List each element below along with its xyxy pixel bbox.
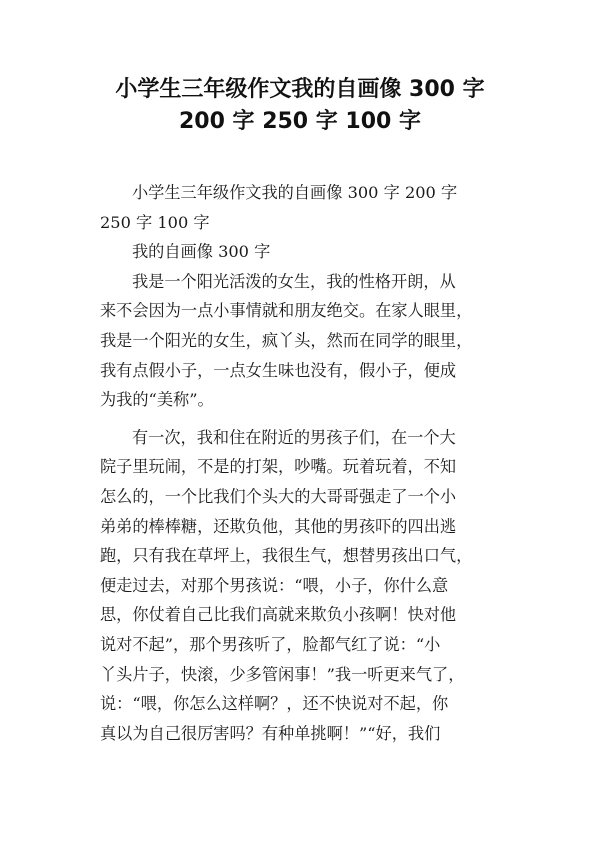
body-line: 真以为自己很厉害吗？有种单挑啊！”“好，我们 <box>100 723 441 743</box>
body-line: 有一次，我和住在附近的男孩子们，在一个大 <box>132 427 456 447</box>
body-line: 来不会因为一点小事情就和朋友绝交。在家人眼里， <box>100 301 473 321</box>
body-line: 说：“喂，你怎么这样啊？，还不快说对不起，你 <box>100 694 449 714</box>
body-line: 小学生三年级作文我的自画像 300 字 200 字 <box>132 183 458 202</box>
body-line: 跑，只有我在草坪上，我很生气，想替男孩出口气， <box>100 546 473 566</box>
body-line: 说对不起”，那个男孩听了，脸都气红了说：“小 <box>100 634 441 654</box>
body-line: 思，你仗着自己比我们高就来欺负小孩啊！快对他 <box>100 605 457 625</box>
body-line: 怎么的，一个比我们个头大的大哥哥强走了一个小 <box>100 486 457 506</box>
body-line: 为我的“美称”。 <box>100 390 214 410</box>
section-heading: 我的自画像 300 字 <box>132 242 271 262</box>
body-line: 我是一个阳光活泼的女生，我的性格开朗，从 <box>132 271 456 291</box>
body-line: 弟弟的棒棒糖，还欺负他，其他的男孩吓的四出逃 <box>100 516 457 536</box>
body-line: 丫头片子，快滚，少多管闲事！”我一听更来气了， <box>100 664 465 684</box>
title-line-1: 小学生三年级作文我的自画像 300 字 <box>115 77 485 102</box>
document-body <box>100 178 502 748</box>
body-line: 250 字 100 字 <box>100 212 210 232</box>
body-line: 我有点假小子，一点女生味也没有，假小子，便成 <box>100 360 457 380</box>
document-title <box>60 74 540 138</box>
body-line: 我是一个阳光的女生，疯丫头，然而在同学的眼里， <box>100 330 473 350</box>
body-line: 院子里玩闹，不是的打架，吵嘴。玩着玩着，不知 <box>100 457 457 477</box>
body-line: 便走过去，对那个男孩说：“喂，小子，你什么意 <box>100 575 449 595</box>
title-line-2: 200 字 250 字 100 字 <box>178 109 422 134</box>
